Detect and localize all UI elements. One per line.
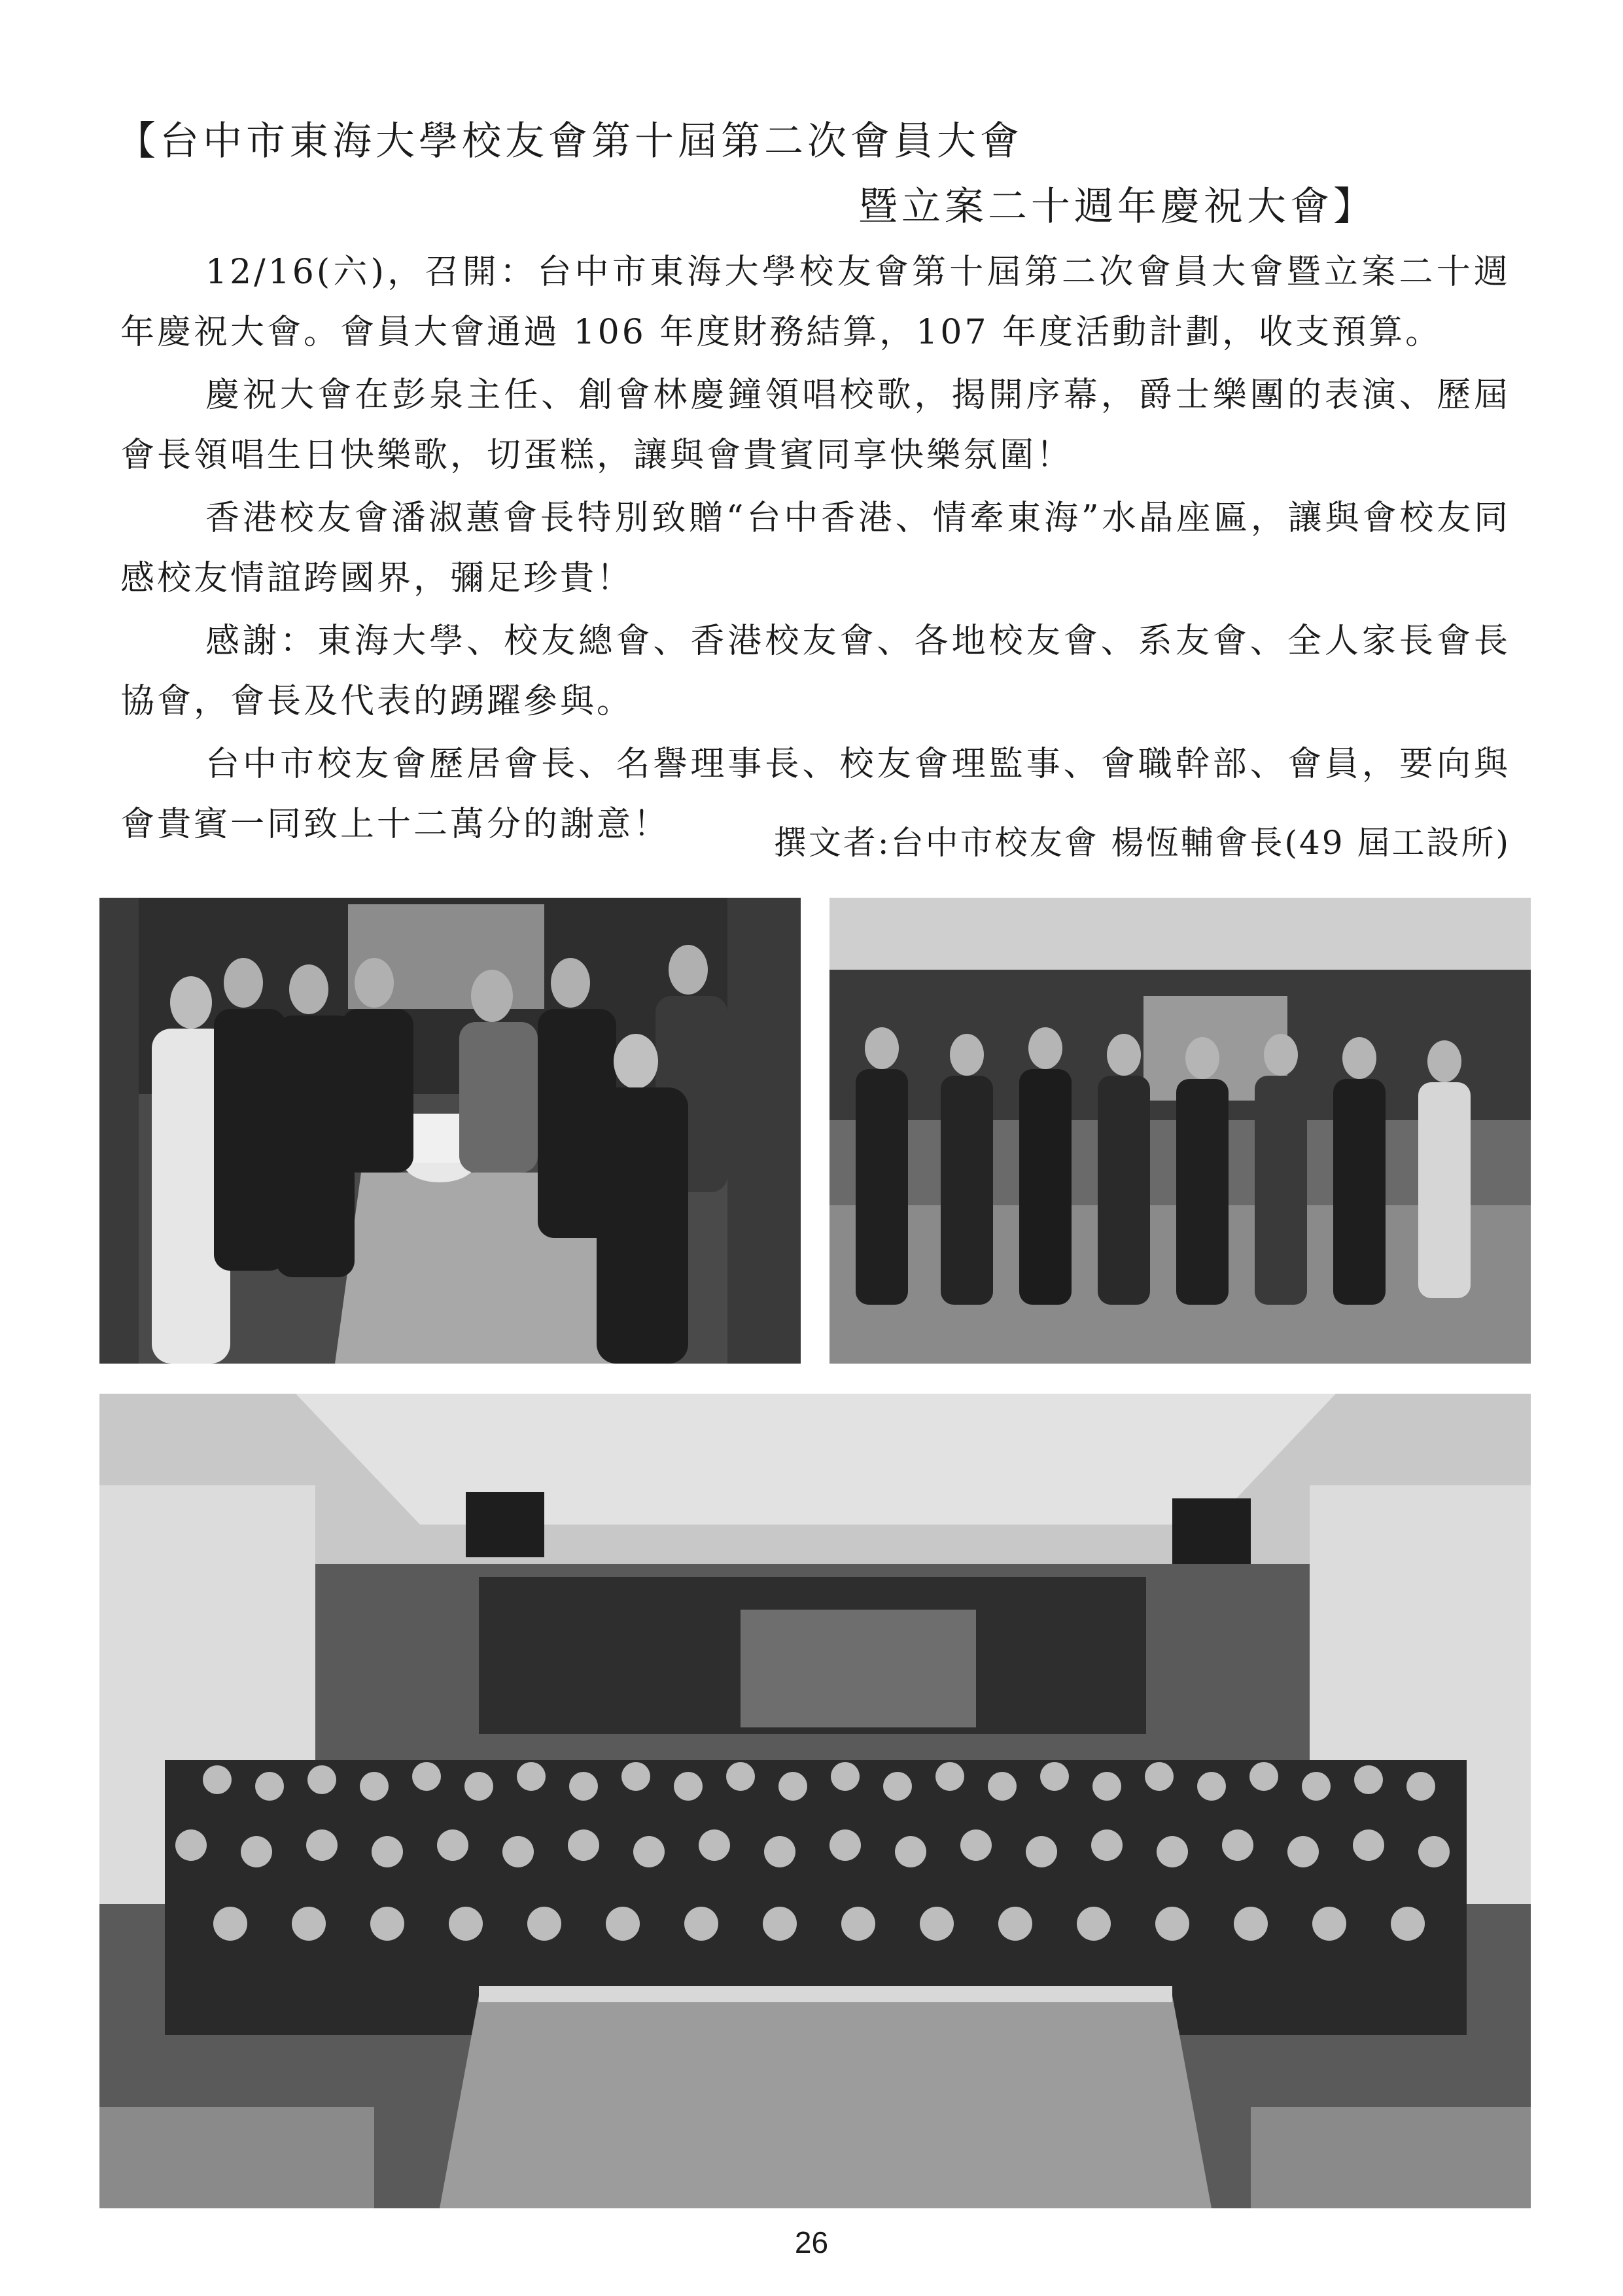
cake-cutting-photo [99, 898, 801, 1364]
article-title-line2: 暨立案二十週年慶祝大會】 [858, 184, 1376, 230]
article-body [120, 242, 1510, 857]
paragraph-3: 香港校友會潘淑蕙會長特別致贈“台中香港、情牽東海”水晶座匾，讓與會校友同感校友情誼跨國界，彌足珍貴！ [120, 499, 1510, 598]
paragraph-4: 感謝：東海大學、校友總會、香港校友會、各地校友會、系友會、全人家長會長協會，會長及代表的踴躍參與。 [120, 622, 1510, 721]
paragraph-5: 台中市校友會歷居會長、名譽理事長、校友會理監事、會職幹部、會員，要向與會貴賓一同致上十二萬分的謝意！ [120, 745, 1510, 844]
page-number: 26 [794, 2225, 829, 2259]
paragraph-2: 慶祝大會在彭泉主任、創會林慶鐘領唱校歌，揭開序幕，爵士樂團的表演、歷屆會長領唱生日快樂歌，切蛋糕，讓與會貴賓同享快樂氛圍！ [120, 376, 1510, 475]
article-title-line1: 【台中市東海大學校友會第十屆第二次會員大會 [116, 118, 1023, 164]
group-photo [99, 1394, 1531, 2208]
toast-photo [829, 898, 1531, 1364]
paragraph-1: 12/16(六)，召開：台中市東海大學校友會第十屆第二次會員大會暨立案二十週年慶祝大會。會員大會通過 106 年度財務結算，107 年度活動計劃，收支預算。 [120, 253, 1510, 352]
author-credit: 撰文者:台中市校友會 楊恆輔會長(49 屆工設所) [773, 824, 1510, 862]
